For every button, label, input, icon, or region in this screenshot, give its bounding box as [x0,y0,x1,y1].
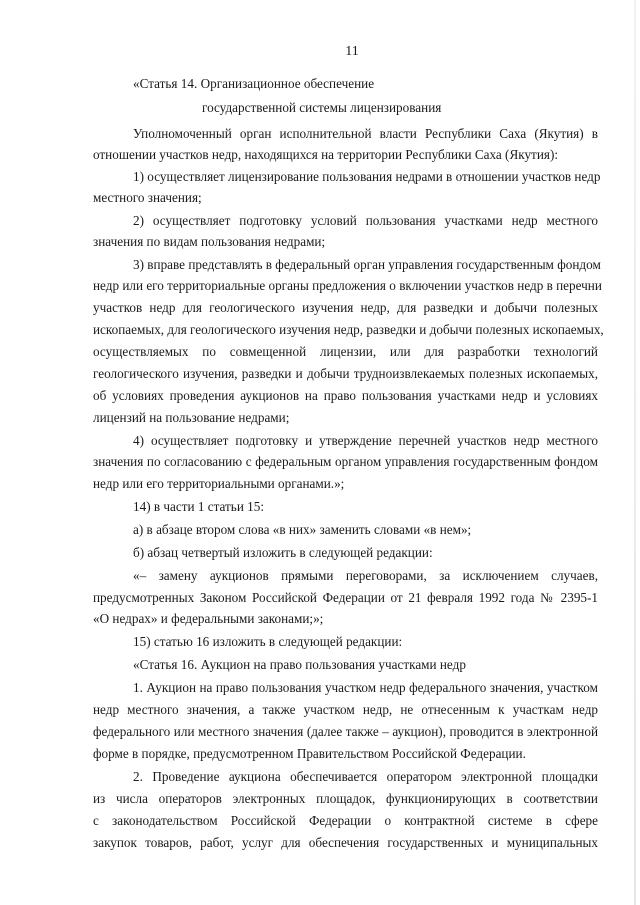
text-line: Уполномоченный орган исполнительной власти Республики Саха (Якутия) в [133,126,598,141]
text-line: с законодательством Российской Федерации о контрактной системе в сфере [93,813,598,828]
text-line: а) в абзаце втором слова «в них» заменить словами «в нем»; [133,522,472,537]
text-line: «– замену аукционов прямыми переговорами, за исключением случаев, [133,568,598,583]
text-line: осуществляемых по совмещенной лицензии, или для разработки технологий [93,344,598,359]
text-line: федерального или местного значения (далее также – аукцион), проводится в электронной [93,724,598,739]
text-line: значения по согласованию с федеральным органом управления государственным фондом [93,454,598,469]
text-line: 1. Аукцион на право пользования участком недр федерального значения, участком [133,680,598,695]
text-line: геологического изучения, разведки и добычи трудноизвлекаемых полезных ископаемых, [93,366,598,381]
text-line: 2) осуществляет подготовку условий пользования участками недр местного [133,213,598,228]
text-line: из числа операторов электронных площадок, функционирующих в соответствии [93,791,598,806]
text-line: недр или его территориальными органами.»; [93,476,345,491]
text-line: значения по видам пользования недрами; [93,234,326,249]
text-line: 1) осуществляет лицензирование пользования недрами в отношении участков недр [133,169,601,184]
scan-edge [634,0,636,905]
text-line: государственной системы лицензирования [202,100,442,115]
text-line: ископаемых, для геологического изучения недр, разведки и добычи полезных ископаемых, [93,322,604,337]
text-line: б) абзац четвертый изложить в следующей редакции: [133,545,433,560]
text-line: недр местного значения, а также участком недр, не отнесенным к участкам недр [93,702,598,717]
text-line: «Статья 16. Аукцион на право пользования участками недр [133,657,466,672]
text-line: 14) в части 1 статьи 15: [133,499,265,514]
text-line: 2. Проведение аукциона обеспечивается оператором электронной площадки [133,769,598,784]
text-line: закупок товаров, работ, услуг для обеспечения государственных и муниципальных [93,835,598,850]
text-line: «Статья 14. Организационное обеспечение [133,76,375,91]
text-line: отношении участков недр, находящихся на территории Республики Саха (Якутия): [93,147,558,162]
page-number: 11 [345,44,359,59]
text-line: недр или его территориальные органы предложения о включении участков недр в перечни [93,278,602,293]
text-line: лицензий на пользование недрами; [93,410,290,425]
text-line: об условиях проведения аукционов на право пользования участками недр и условиях [93,388,598,403]
text-line: «О недрах» и федеральными законами;»; [93,611,324,626]
text-line: 15) статью 16 изложить в следующей редакции: [133,634,403,649]
text-line: предусмотренных Законом Российской Федерации от 21 февраля 1992 года № 2395-1 [93,590,598,605]
text-line: 3) вправе представлять в федеральный орган управления государственным фондом [133,257,601,272]
text-line: местного значения; [93,190,202,205]
text-line: 4) осуществляет подготовку и утверждение перечней участков недр местного [133,433,598,448]
text-line: участков недр для геологического изучения недр, для разведки и добычи полезных [93,300,598,315]
text-line: форме в порядке, предусмотренном Правительством Российской Федерации. [93,746,526,761]
